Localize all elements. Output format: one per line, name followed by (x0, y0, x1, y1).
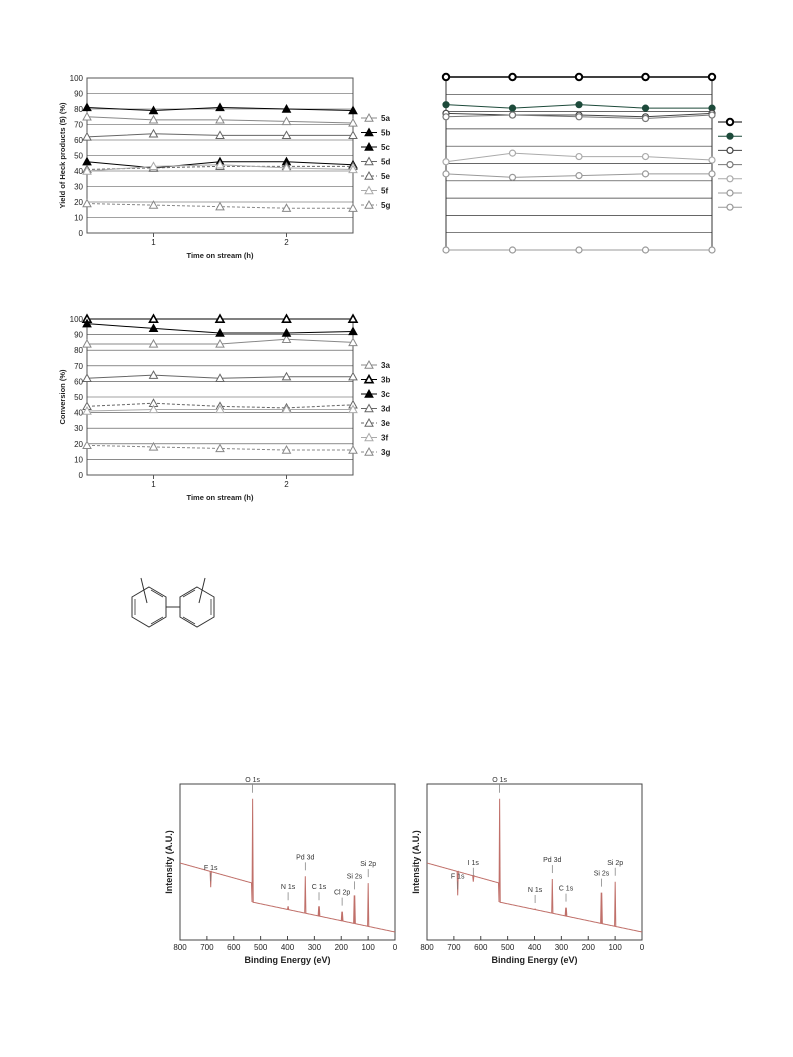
x-tick-label: 800 (420, 943, 434, 952)
y-tick-label: 60 (74, 136, 83, 145)
legend-label: 5a (381, 114, 390, 123)
data-point (709, 157, 715, 163)
legend-label: 3f (381, 433, 389, 443)
y-axis-label: Intensity (A.U.) (164, 830, 174, 894)
legend-label: 3a (381, 361, 390, 370)
legend-label: 3b (381, 375, 391, 385)
data-point (510, 174, 516, 180)
legend-label: 3e (381, 419, 390, 428)
y-axis-label: Intensity (A.U.) (411, 830, 421, 894)
benzene-ring-left (132, 587, 166, 627)
data-point (727, 204, 733, 210)
biphenyl-structure (132, 578, 214, 627)
data-point (643, 154, 649, 160)
y-tick-label: 0 (78, 229, 83, 238)
legend-label: 5g (381, 201, 391, 210)
conversion-chart (58, 315, 390, 502)
data-point (642, 74, 648, 80)
legend-label: 5f (381, 186, 389, 196)
data-point (349, 315, 357, 322)
x-tick-label: 2 (284, 480, 289, 489)
x-tick-label: 200 (334, 943, 348, 952)
data-point (443, 171, 449, 177)
x-tick-label: 400 (527, 943, 542, 952)
aromatic-bond (151, 590, 163, 597)
x-tick-label: 1 (151, 480, 156, 489)
peak-label: O 1s (245, 776, 261, 784)
y-tick-label: 50 (74, 393, 83, 402)
circle-chart (443, 74, 742, 253)
legend-label: 3d (381, 404, 391, 414)
y-tick-label: 100 (69, 74, 83, 83)
data-point (510, 112, 516, 118)
data-point (643, 116, 649, 122)
peak-label: Si 2p (607, 859, 624, 867)
x-tick-label: 600 (474, 943, 488, 952)
y-tick-label: 90 (74, 89, 83, 99)
x-axis-label: Binding Energy (eV) (491, 955, 578, 965)
peak-label: C 1s (311, 884, 327, 892)
y-axis-label: Conversion (%) (58, 369, 67, 425)
y-tick-label: 50 (74, 151, 83, 161)
data-point (365, 376, 373, 383)
y-tick-label: 10 (74, 455, 83, 465)
data-point (283, 315, 291, 322)
x-tick-label: 500 (253, 943, 268, 952)
data-point (443, 159, 449, 165)
xps-right-chart (411, 777, 645, 965)
x-tick-label: 1 (151, 238, 156, 247)
aromatic-bond (183, 617, 195, 624)
x-tick-label: 700 (200, 943, 214, 952)
data-point (727, 147, 733, 153)
x-tick-label: 700 (447, 943, 461, 952)
x-tick-label: 100 (361, 943, 375, 952)
data-point (643, 171, 649, 177)
aromatic-bond (151, 617, 163, 624)
x-axis-label: Time on stream (h) (186, 251, 254, 260)
legend-label: 5d (381, 157, 391, 167)
substituent-bond-left (141, 578, 147, 603)
peak-label: Cl 2p (333, 889, 351, 897)
x-tick-label: 200 (581, 943, 595, 952)
x-tick-label: 300 (554, 943, 569, 952)
y-tick-label: 30 (74, 182, 83, 192)
peak-label: Si 2s (346, 873, 363, 881)
y-tick-label: 40 (74, 167, 83, 176)
y-tick-label: 40 (74, 408, 83, 418)
peak-label: O 1s (492, 776, 508, 784)
legend-label: 5b (381, 128, 391, 138)
legend-label: 5c (381, 143, 390, 152)
peak-label: Pd 3d (296, 854, 315, 862)
peak-label: Pd 3d (543, 857, 562, 865)
x-tick-label: 600 (227, 943, 241, 952)
y-tick-label: 10 (74, 213, 83, 223)
data-point (709, 74, 715, 80)
data-point (727, 133, 733, 139)
y-tick-label: 70 (74, 361, 83, 371)
peak-label: N 1s (527, 886, 543, 894)
y-tick-label: 100 (69, 315, 83, 324)
data-point (576, 114, 582, 120)
legend-label: 3c (381, 390, 390, 399)
data-point (576, 154, 582, 160)
substituent-bond-right (199, 578, 205, 603)
data-point (510, 247, 516, 253)
data-point (643, 105, 649, 111)
peak-label: F 1s (203, 865, 218, 873)
x-tick-label: 0 (639, 943, 645, 952)
data-point (216, 315, 224, 322)
y-tick-label: 90 (74, 330, 83, 340)
data-point (727, 190, 733, 196)
data-point (150, 315, 158, 322)
x-tick-label: 500 (500, 943, 515, 952)
x-axis-label: Binding Energy (eV) (244, 955, 331, 965)
x-tick-label: 100 (608, 943, 622, 952)
y-tick-label: 80 (74, 346, 83, 356)
y-tick-label: 20 (74, 198, 83, 207)
data-point (576, 102, 582, 108)
xps-left-chart (164, 777, 398, 965)
legend-label: 3g (381, 448, 391, 457)
data-point (727, 162, 733, 168)
data-point (576, 74, 582, 80)
peak-label: F 1s (450, 873, 465, 881)
y-tick-label: 80 (74, 105, 83, 114)
x-tick-label: 0 (392, 943, 398, 952)
data-point (709, 112, 715, 118)
peak-label: Si 2s (593, 870, 610, 878)
data-point (709, 171, 715, 177)
x-tick-label: 300 (307, 943, 322, 952)
peak-label: I 1s (467, 859, 479, 867)
data-point (576, 173, 582, 179)
x-tick-label: 400 (280, 943, 295, 952)
data-point (510, 105, 516, 111)
y-tick-label: 70 (74, 120, 83, 130)
peak-label: C 1s (558, 885, 574, 893)
data-point (727, 176, 733, 182)
heck-yield-chart (58, 74, 390, 260)
data-point (443, 114, 449, 120)
data-point (576, 247, 582, 253)
aromatic-bond (183, 590, 195, 597)
peak-label: Si 2p (360, 861, 377, 869)
x-tick-label: 2 (284, 238, 289, 247)
y-tick-label: 20 (74, 439, 83, 449)
data-point (643, 247, 649, 253)
data-point (443, 74, 449, 80)
data-point (509, 74, 515, 80)
x-tick-label: 800 (173, 943, 187, 952)
legend-label: 5e (381, 172, 390, 181)
y-tick-label: 60 (74, 377, 83, 387)
y-tick-label: 0 (78, 471, 83, 480)
peak-label: N 1s (280, 884, 296, 892)
data-point (727, 119, 733, 125)
data-point (709, 247, 715, 253)
y-axis-label: Yield of Heck products (5) (%) (58, 102, 67, 209)
data-point (443, 102, 449, 108)
benzene-ring-right (180, 587, 214, 627)
data-point (443, 247, 449, 253)
y-tick-label: 30 (74, 424, 83, 434)
x-axis-label: Time on stream (h) (186, 493, 254, 502)
data-point (510, 150, 516, 156)
